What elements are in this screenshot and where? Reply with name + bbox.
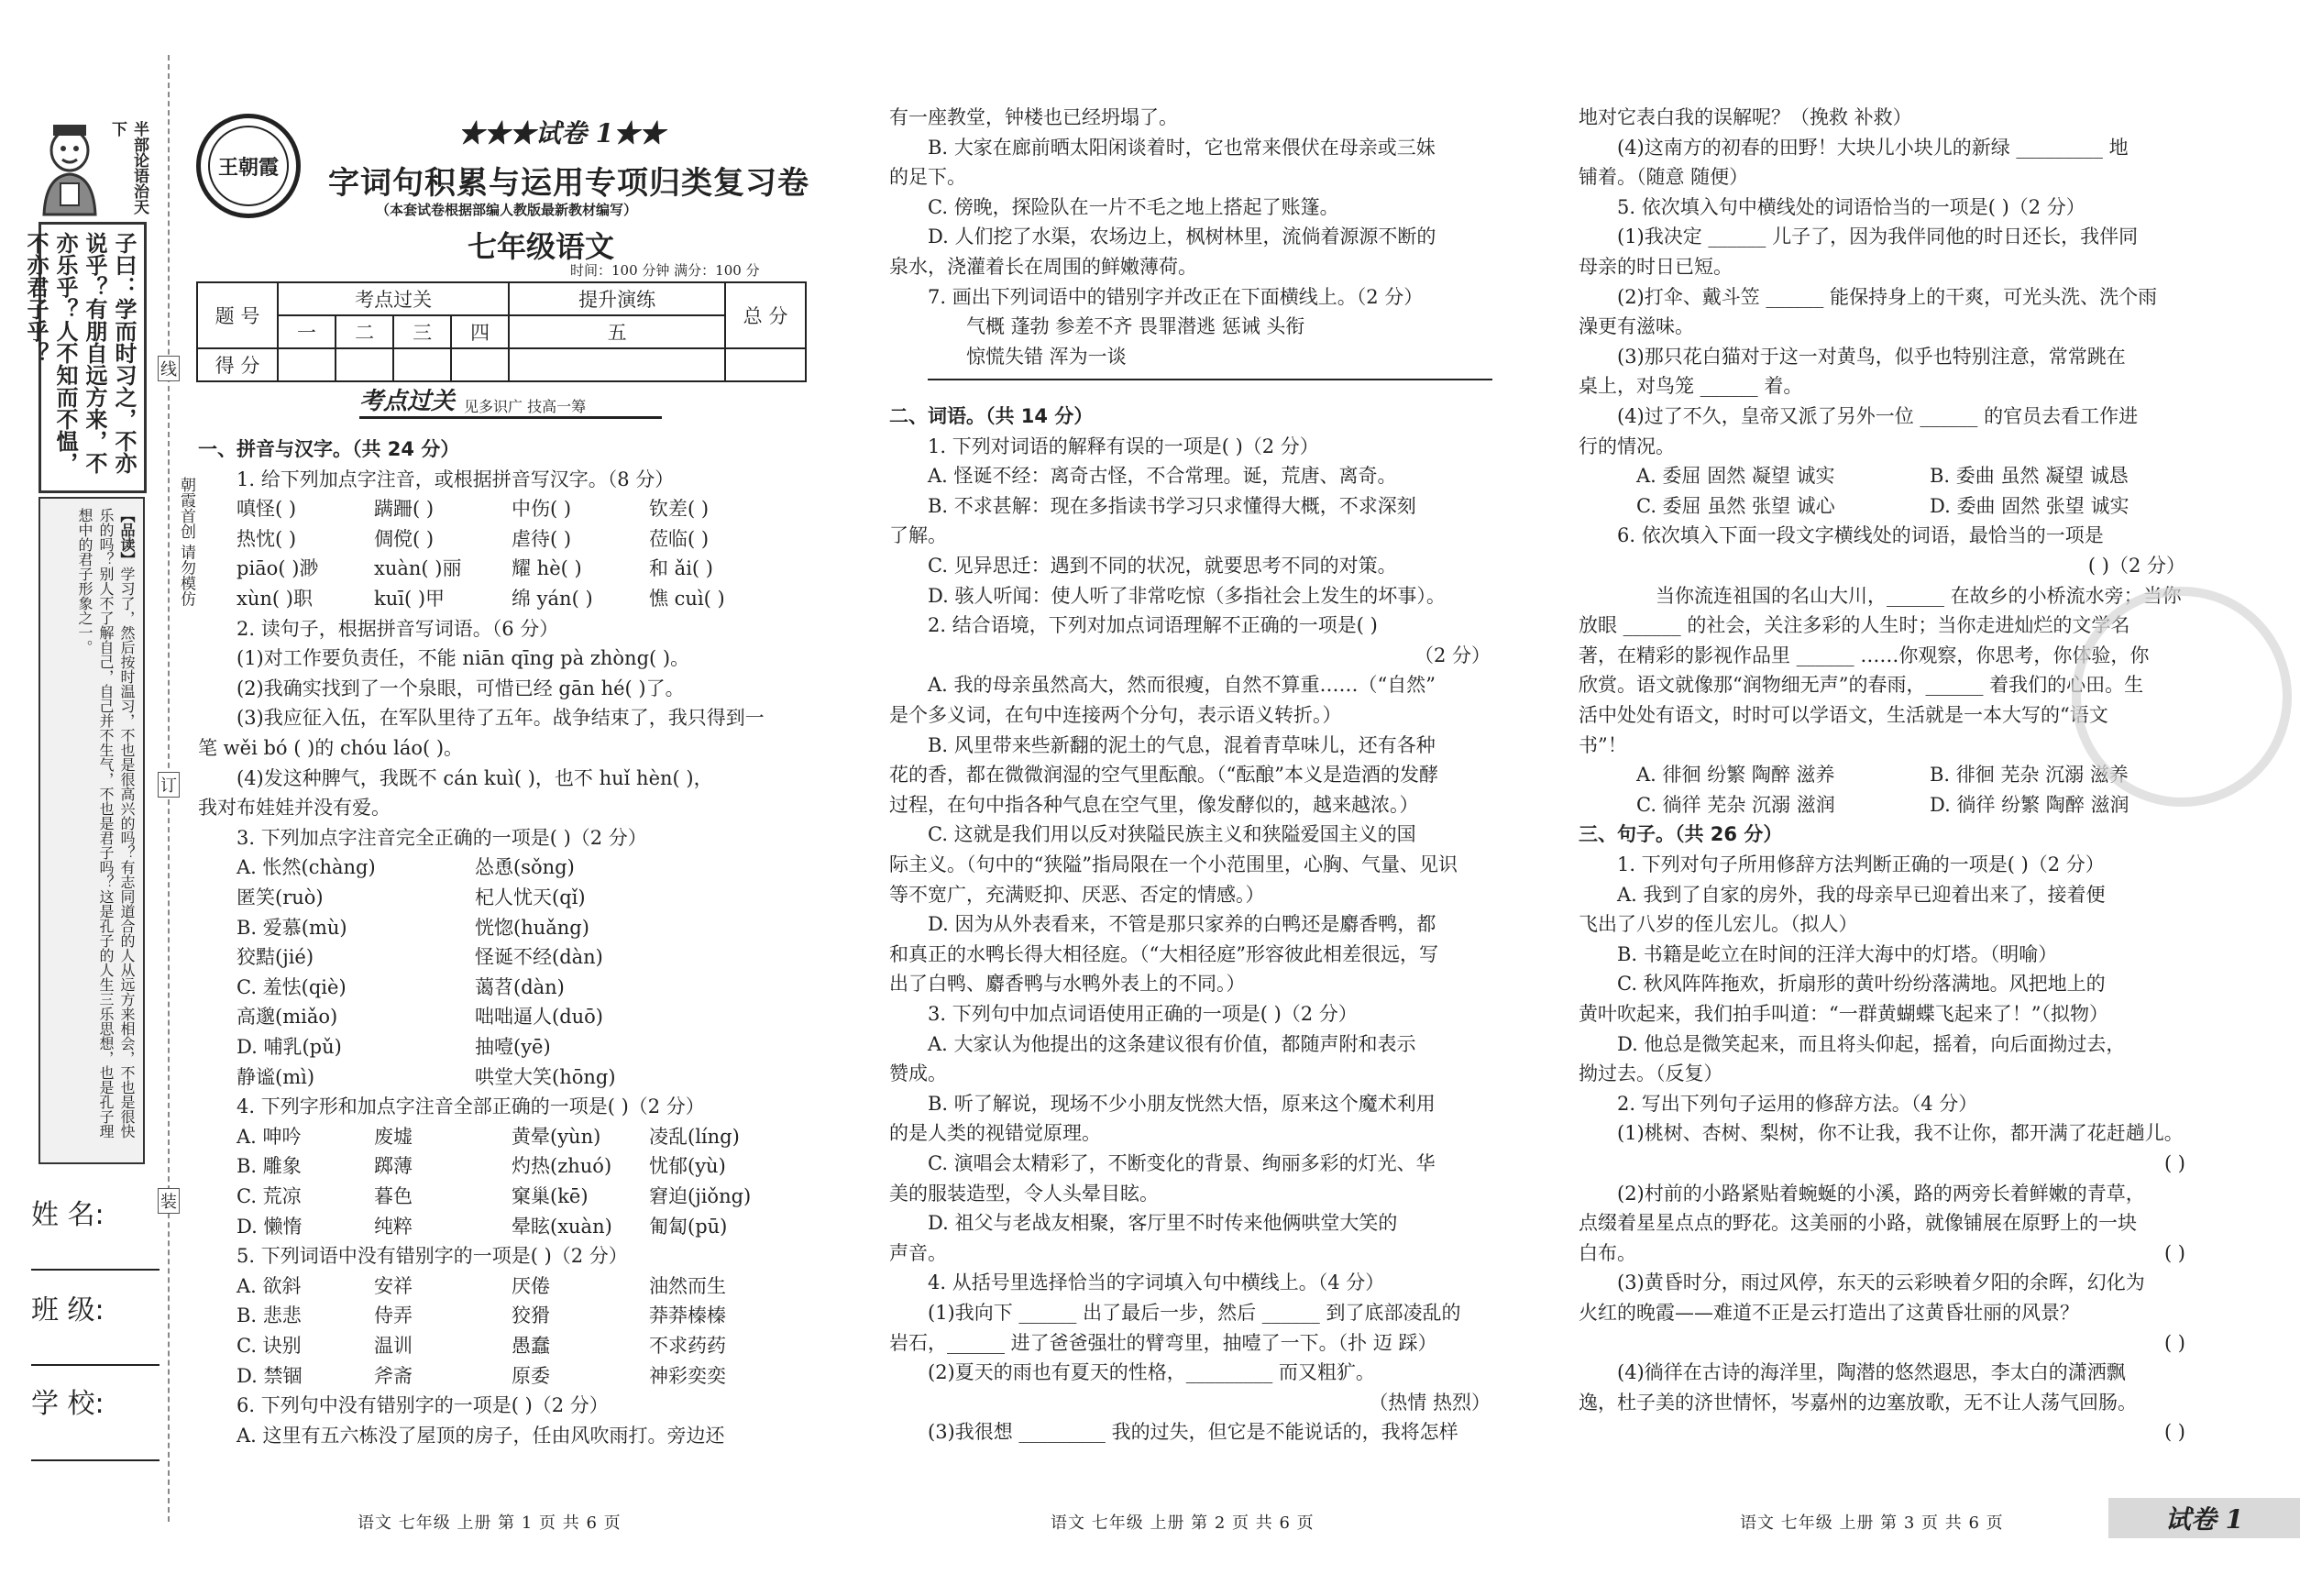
paper-number: ★★★试卷 1★★: [458, 118, 666, 149]
question-line: 出了白鸭、麝香鸭与水鸭外表上的不同。）: [889, 973, 1246, 996]
question-line: B. 风里带来些新翻的泥土的气息，混着青草味儿，还有各种: [928, 733, 1436, 756]
question-line: (1)桃树、杏树、梨树，你不让我，我不让你，都开满了花赶趟儿。: [1617, 1122, 2184, 1145]
section-banner: [359, 383, 662, 419]
score-cell[interactable]: [509, 348, 725, 381]
logo-text: 王朝霞: [217, 155, 279, 180]
page-3-column: [1579, 103, 2195, 1505]
question-line: 是个多义词，在句中连接两个分句，表示语义转折。）: [889, 704, 1342, 726]
score-cell[interactable]: [336, 348, 393, 381]
option-cell: piāo( )渺: [237, 557, 319, 580]
option-cell: 不求药药: [649, 1335, 726, 1357]
option-cell: 匿笑(ruò): [237, 886, 324, 908]
question-line: 母亲的时日已短。: [1579, 256, 1733, 278]
option-cell: 恍惚(huǎng): [475, 916, 589, 939]
option-cell: B. 悲悲: [237, 1304, 302, 1327]
question-line: 花的香，都在微微润湿的空气里酝酿。（“酝酿”本义是造酒的发酵: [889, 764, 1438, 787]
question-line: 放眼 ______ 的社会，关注多彩的人生时；当你走进灿烂的文学名: [1579, 614, 2130, 637]
option-cell: 哄堂大笑(hōng): [475, 1065, 616, 1088]
question-line: B. 书籍是屹立在时间的汪洋大海中的灯塔。（明喻）: [1617, 942, 2058, 965]
option-cell: xùn( )职: [237, 588, 313, 610]
question-line: 5. 依次填入句中横线处的词语恰当的一项是( )（2 分）: [1617, 195, 2085, 218]
option-cell: A. 委屈 固然 凝望 诚实: [1636, 465, 1835, 488]
question-line: B. 听了解说，现场不少小朋友恍然大悟，原来这个魔术利用: [928, 1092, 1436, 1115]
option-row: [1636, 760, 2129, 789]
th-number: 题 号: [197, 282, 278, 348]
question-line: 4. 下列字形和加点字注音全部正确的一项是( )（2 分）: [237, 1095, 705, 1118]
option-row: [237, 1331, 787, 1360]
footer-page-3: 语文 七年级 上册 第 3 页 共 6 页: [1740, 1513, 2004, 1533]
question-line: (2)我确实找到了一个泉眼，可惜已经 gān hé( )了。: [237, 677, 685, 699]
question-line: ( )（2 分）: [2087, 555, 2185, 577]
question-line: 过程，在句中指各种气息在空气里，像发酵似的，越来越浓。）: [889, 793, 1419, 816]
option-cell: 中伤( ): [512, 498, 572, 521]
bind-mark-1: 线: [158, 356, 180, 381]
question-line: (1)我决定 ______ 儿子了，因为我伴同他的时日还长，我伴同: [1617, 226, 2139, 248]
option-cell: A. 呻吟: [237, 1125, 302, 1148]
section-heading: 二、词语。（共 14 分）: [889, 405, 1094, 427]
question-line: D. 祖父与老战友相聚，客厅里不时传来他俩哄堂大笑的: [928, 1212, 1398, 1235]
option-row: [237, 883, 658, 912]
th-5: 五: [509, 315, 725, 348]
th-3: 三: [393, 315, 451, 348]
question-line: (4)过了不久，皇帝又派了另外一位 ______ 的官员去看工作进: [1617, 405, 2139, 427]
question-line: 澡更有滋味。: [1579, 315, 1694, 338]
left-strip: [23, 108, 149, 1161]
option-row: [237, 1151, 787, 1181]
question-line: 5. 下列词语中没有错别字的一项是( )（2 分）: [237, 1245, 628, 1268]
score-table: [196, 281, 807, 382]
question-line: (3)我应征入伍，在军队里待了五年。战争结束了，我只得到一: [237, 707, 765, 730]
option-cell: 暮色: [374, 1185, 413, 1207]
question-line: 美的服装造型，令人头晕目眩。: [889, 1182, 1159, 1205]
option-cell: C. 羞怯(qiè): [237, 975, 347, 998]
question-line: C. 见异思迁：遇到不同的状况，就要思考不同的对策。: [928, 555, 1397, 577]
option-cell: 怪诞不经(dàn): [475, 946, 603, 969]
footer-page-1: 语文 七年级 上册 第 1 页 共 6 页: [358, 1513, 622, 1533]
score-cell[interactable]: [278, 348, 336, 381]
question-line: 铺着。（随意 随便）: [1579, 166, 1749, 189]
option-cell: 厌倦: [512, 1274, 550, 1297]
option-row: [237, 1032, 658, 1062]
question-line: 2. 结合语境，下列对加点词语理解不正确的一项是( ): [928, 614, 1378, 637]
option-cell: 废墟: [374, 1125, 413, 1148]
question-line: A. 怪诞不经：离奇古怪，不合常理。诞，荒唐、离奇。: [928, 465, 1397, 488]
option-cell: 虐待( ): [512, 527, 572, 550]
question-line: 等不宽广，充满贬抑、厌恶、否定的情感。）: [889, 883, 1265, 906]
option-cell: 倜傥( ): [374, 527, 435, 550]
question-line: 4. 从括号里选择恰当的字词填入句中横线上。（4 分）: [928, 1271, 1385, 1294]
option-cell: 高邈(miǎo): [237, 1006, 338, 1029]
option-cell: 咄咄逼人(duō): [475, 1006, 603, 1029]
question-line: 1. 下列对词语的解释有误的一项是( )（2 分）: [928, 435, 1319, 457]
pindu-body: 学习了，然后按时温习，不也是很高兴的吗？有志同道合的人从远方来相会，不也是很快乐的吗？别人不了解自己，自己并不生气，不也是君子吗？这是孔子的人生三乐思想，也是孔子理想中的君子形象之一。: [76, 508, 136, 1139]
option-cell: A. 怅然(chàng): [237, 856, 376, 879]
question-line: B. 大家在廊前晒太阳闲谈着时，它也常来偎伏在母亲或三妹: [928, 136, 1436, 159]
option-cell: 黄晕(yùn): [512, 1125, 601, 1148]
option-cell: C. 荒凉: [237, 1185, 302, 1207]
question-line: (4)徜徉在古诗的海洋里，陶潜的悠然遐思，李太白的潇洒飘: [1617, 1361, 2126, 1384]
option-cell: D. 懒惰: [237, 1215, 303, 1238]
option-cell: D. 禁锢: [237, 1364, 303, 1387]
option-cell: C. 徜徉 芜杂 沉溺 滋润: [1636, 793, 1835, 816]
option-row: [237, 584, 787, 613]
option-row: [237, 913, 658, 942]
school-label: 学 校:: [31, 1388, 105, 1420]
question-line: (2)夏天的雨也有夏天的性格，_________ 而又粗犷。: [928, 1361, 1375, 1384]
question-line: 赞成。: [889, 1062, 947, 1085]
option-cell: B. 徘徊 芜杂 沉溺 滋养: [1930, 764, 2129, 787]
question-line: 1. 给下列加点字注音，或根据拼音写汉字。（8 分）: [237, 468, 675, 490]
option-cell: 神彩奕奕: [649, 1364, 726, 1387]
option-row: [237, 554, 787, 583]
question-line: (1)对工作要负责任，不能 niān qīng pà zhòng( )。: [237, 647, 690, 670]
bind-mark-3: 装: [158, 1188, 180, 1214]
answer-blank[interactable]: ( ): [2163, 1241, 2185, 1264]
option-cell: B. 雕象: [237, 1155, 302, 1178]
option-row: [1636, 491, 2129, 521]
question-line: （热情 热烈）: [1369, 1391, 1491, 1414]
question-line: 我对布娃娃并没有爱。: [198, 797, 391, 820]
option-cell: 晕眩(xuàn): [512, 1215, 612, 1238]
option-cell: 杞人忧天(qǐ): [475, 886, 586, 908]
question-line: ( ): [2163, 1331, 2185, 1354]
class-label: 班 级:: [31, 1294, 105, 1326]
option-cell: kuī( )甲: [374, 588, 446, 610]
question-line: (3)我很想 _________ 我的过失，但它是不能说话的，我将怎样: [928, 1421, 1458, 1444]
question-line: 3. 下列加点字注音完全正确的一项是( )（2 分）: [237, 826, 647, 849]
option-cell: 安祥: [374, 1274, 413, 1297]
option-row: [237, 973, 658, 1002]
question-line: 了解。: [889, 524, 947, 547]
school-field[interactable]: [31, 1459, 160, 1461]
question-line: 飞出了八岁的侄儿宏儿。（拟人）: [1579, 913, 1858, 936]
option-cell: D. 徜徉 纷繁 陶醉 滋润: [1930, 793, 2129, 816]
option-row: [1636, 790, 2129, 820]
strip-header: 半部论语治天下: [108, 121, 149, 215]
th-tisheng: 提升演练: [509, 282, 725, 315]
question-line: 6. 下列句中没有错别字的一项是( )（2 分）: [237, 1394, 609, 1417]
question-line: (1)我向下 ______ 出了最后一步，然后 ______ 到了底部凌乱的: [928, 1302, 1461, 1324]
th-4: 四: [451, 315, 509, 348]
bind-mark-2: 订: [158, 772, 180, 798]
question-line: 有一座教堂，钟楼也已经坍塌了。: [889, 106, 1178, 128]
th-2: 二: [336, 315, 393, 348]
option-cell: 耀 hè( ): [512, 557, 582, 580]
option-cell: 温训: [374, 1335, 413, 1357]
score-cell[interactable]: [451, 348, 509, 381]
option-row: [1636, 461, 2129, 490]
name-field[interactable]: [31, 1269, 160, 1271]
option-row: [237, 1182, 787, 1211]
option-cell: D. 委曲 固然 张望 诚实: [1930, 494, 2129, 517]
question-line: (2)打伞、戴斗笠 ______ 能保持身上的干爽，可光头洗、洗个雨: [1617, 285, 2158, 308]
question-line: 泉水，浇灌着长在周围的鲜嫩薄荷。: [889, 256, 1197, 278]
option-cell: 绵 yán( ): [512, 588, 593, 610]
option-cell: 憔 cuì( ): [649, 588, 725, 610]
question-line: 地对它表白我的误解呢？（挽救 补救）: [1579, 106, 1912, 128]
question-line: 际主义。（句中的“狭隘”指局限在一个小范围里，心胸、气量、见识: [889, 853, 1458, 875]
option-cell: 窘迫(jiǒng): [649, 1185, 752, 1207]
question-line: 气概 蓬勃 参差不齐 畏罪潜逃 惩诫 头衔: [966, 315, 1305, 338]
th-kaodian: 考点过关: [278, 282, 509, 315]
option-cell: 凌乱(líng): [649, 1125, 740, 1148]
pindu-box: [39, 497, 145, 1164]
paper-note: （本套试卷根据部编人教版最新教材编写）: [376, 202, 638, 218]
option-cell: 钦差( ): [649, 498, 710, 521]
answer-line[interactable]: [928, 379, 1492, 380]
question-line: 7. 画出下列词语中的错别字并改正在下面横线上。（2 分）: [928, 285, 1424, 308]
question-line: ( ): [2163, 1152, 2185, 1174]
option-cell: 忧郁(yù): [649, 1155, 726, 1178]
option-cell: A. 徘徊 纷繁 陶醉 滋养: [1636, 764, 1835, 787]
option-cell: 窠巢(kē): [512, 1185, 589, 1207]
question-line: 笔 wěi bó ( )的 chóu láo( )。: [198, 737, 464, 759]
section-heading: 三、句子。（共 26 分）: [1579, 823, 1783, 846]
option-cell: 踯薄: [374, 1155, 413, 1178]
pindu-title: 【品读】: [118, 508, 136, 567]
option-cell: 莅临( ): [649, 527, 710, 550]
section-heading: 一、拼音与汉字。（共 24 分）: [198, 438, 460, 460]
question-line: 的是人类的视错觉原理。: [889, 1122, 1101, 1145]
quote-box: [23, 222, 147, 493]
question-line: 6. 依次填入下面一段文字横线处的词语，最恰当的一项是: [1617, 524, 2104, 547]
question-line: 当你流连祖国的名山大川，______ 在故乡的小桥流水旁；当你: [1656, 584, 2182, 607]
option-cell: C. 委屈 虽然 张望 诚心: [1636, 494, 1835, 517]
question-line: 的足下。: [889, 166, 966, 189]
corner-tag: [2108, 1498, 2300, 1538]
option-cell: 匍匐(pū): [649, 1215, 728, 1238]
question-line: 拗过去。（反复）: [1579, 1062, 1723, 1085]
question-line: ( ): [2163, 1421, 2185, 1444]
question-line: 逸，杜子美的济世情怀，岑嘉州的边塞放歌，无不让人荡气回肠。: [1579, 1391, 2137, 1414]
question-line: 活中处处有语文，时时可以学语文，生活就是一本大写的“语文: [1579, 704, 2108, 726]
question-line: C. 傍晚，探险队在一片不毛之地上搭起了账篷。: [928, 195, 1339, 218]
page-1-column: [198, 435, 812, 1498]
question-line: 和真正的水鸭长得大相径庭。（“大相径庭”形容彼此相差很远，写: [889, 942, 1438, 965]
question-line: （2 分）: [1414, 644, 1491, 666]
score-label: 得 分: [197, 348, 278, 381]
option-cell: 灼热(zhuó): [512, 1155, 612, 1178]
option-row: [237, 853, 658, 882]
question-line: B. 不求甚解：现在多指读书学习只求懂得大概，不求深刻: [928, 494, 1416, 517]
option-cell: 怂恿(sǒng): [475, 856, 575, 879]
question-line: (2)村前的小路紧贴着蜿蜒的小溪，路的两旁长着鲜嫩的青草，: [1617, 1182, 2145, 1205]
question-line: D. 因为从外表看来，不管是那只家养的白鸭还是麝香鸭，都: [928, 913, 1436, 936]
question-line: 火红的晚霞——难道不正是云打造出了这黄昏壮丽的风景？: [1579, 1302, 2079, 1324]
th-total: 总 分: [725, 282, 806, 348]
option-cell: B. 委曲 虽然 凝望 诚恳: [1930, 465, 2129, 488]
question-line: 著，在精彩的影视作品里 ______ ……你观察，你思考，你体验，你: [1579, 644, 2150, 666]
option-row: [237, 1122, 787, 1151]
option-cell: A. 欲斜: [237, 1274, 302, 1297]
option-cell: C. 诀别: [237, 1335, 302, 1357]
logo-seal-icon: [196, 114, 301, 218]
option-row: [237, 1301, 787, 1330]
option-cell: 热忱( ): [237, 527, 297, 550]
question-line: (4)这南方的初春的田野！大块儿小块儿的新绿 _________ 地: [1617, 136, 2129, 159]
th-1: 一: [278, 315, 336, 348]
question-line: (3)黄昏时分，雨过风停，东天的云彩映着夕阳的余晖，幻化为: [1617, 1271, 2145, 1294]
motto-text: 朝霞首创 请勿模仿: [177, 477, 195, 607]
option-cell: 油然而生: [649, 1274, 726, 1297]
option-row: [237, 1062, 658, 1092]
option-cell: 愚蠢: [512, 1335, 550, 1357]
corner-tag-text: 试卷 1: [2164, 1504, 2244, 1535]
question-line: C. 演唱会太精彩了，不断变化的背景、绚丽多彩的灯光、华: [928, 1152, 1436, 1174]
option-cell: 纯粹: [374, 1215, 413, 1238]
option-cell: 侍弄: [374, 1304, 413, 1327]
option-cell: 抽噎(yē): [475, 1036, 551, 1058]
question-line: A. 大家认为他提出的这条建议很有价值，都随声附和表示: [928, 1032, 1416, 1055]
option-cell: 静谧(mì): [237, 1065, 315, 1088]
pindu-text: [74, 508, 138, 1150]
option-row: [237, 1002, 658, 1031]
question-line: 2. 读句子，根据拼音写词语。（6 分）: [237, 617, 559, 640]
question-line: D. 他总是微笑起来，而且将头仰起，摇着，向后面拗过去，: [1617, 1032, 2126, 1055]
subject-title: 七年级语文: [468, 229, 615, 264]
question-line: (4)发这种脾气，我既不 cán kuì( )，也不 huǐ hèn( )，: [237, 766, 713, 789]
question-line: 桌上，对鸟笼 ______ 着。: [1579, 375, 1803, 398]
footer-page-2: 语文 七年级 上册 第 2 页 共 6 页: [1051, 1513, 1315, 1533]
question-line: C. 秋风阵阵拖欢，折扇形的黄叶纷纷落满地。风把地上的: [1617, 973, 2106, 996]
option-row: [237, 1271, 787, 1301]
question-line: 黄叶吹起来，我们拍手叫道：“一群黄蝴蝶飞起来了！”（拟物）: [1579, 1003, 2108, 1025]
option-cell: 原委: [512, 1364, 550, 1387]
option-cell: 莽莽榛榛: [649, 1304, 726, 1327]
option-cell: 嗔怪( ): [237, 498, 297, 521]
option-cell: 蹒跚( ): [374, 498, 435, 521]
option-row: [237, 1361, 787, 1391]
question-line: 点缀着星星点点的野花。这美丽的小路，就像铺展在原野上的一块: [1579, 1212, 2137, 1235]
question-line: 行的情况。: [1579, 435, 1675, 457]
option-cell: 和 ǎi( ): [649, 557, 713, 580]
score-cell[interactable]: [393, 348, 451, 381]
question-line: 2. 写出下列句子运用的修辞方法。（4 分）: [1617, 1092, 1978, 1115]
question-line: A. 这里有五六栋没了屋顶的房子，任由风吹雨打。旁边还: [237, 1424, 725, 1447]
option-row: [237, 942, 658, 972]
question-line: 岩石，______ 进了爸爸强壮的臂弯里，抽噎了一下。（扑 迈 踩）: [889, 1331, 1437, 1354]
option-cell: 蔼苕(dàn): [475, 975, 565, 998]
name-label: 姓 名:: [31, 1199, 105, 1231]
question-line: 书”！: [1579, 733, 1627, 756]
question-line: D. 骇人听闻：使人听了非常吃惊（多指社会上发生的坏事）。: [928, 584, 1446, 607]
exam-time: 时间：100 分钟 满分：100 分: [570, 262, 760, 279]
banner-title: 考点过关: [359, 388, 456, 415]
option-row: [237, 494, 787, 523]
option-cell: xuàn( )丽: [374, 557, 462, 580]
question-line: 惊慌失错 浑为一谈: [966, 345, 1127, 368]
question-line: 白布。: [1579, 1241, 1636, 1264]
confucius-cartoon-icon: [33, 119, 106, 218]
score-cell[interactable]: [725, 348, 806, 381]
question-line: 声音。: [889, 1241, 947, 1264]
option-cell: 狡黠(jié): [237, 946, 314, 969]
class-field[interactable]: [31, 1364, 160, 1366]
option-cell: 狡猾: [512, 1304, 550, 1327]
option-row: [237, 524, 787, 554]
quote-text: 子曰：学而时习之，不亦说乎？有朋自远方来，不亦乐乎？人不知而不愠，不亦君子乎？: [23, 232, 138, 474]
option-cell: D. 哺乳(pǔ): [237, 1036, 342, 1058]
question-line: A. 我到了自家的房外，我的母亲早已迎着出来了，接着便: [1617, 883, 2106, 906]
question-line: 3. 下列句中加点词语使用正确的一项是( )（2 分）: [928, 1003, 1358, 1025]
watermark-seal-icon: [2072, 587, 2292, 807]
option-row: [237, 1212, 787, 1241]
question-line: 1. 下列对句子所用修辞方法判断正确的一项是( )（2 分）: [1617, 853, 2105, 875]
page-2-column: [889, 103, 1500, 1505]
question-line: 欣赏。语文就像那“润物细无声”的春雨，______ 着我们的心田。生: [1579, 674, 2144, 697]
option-cell: B. 爱慕(mù): [237, 916, 347, 939]
question-line: A. 我的母亲虽然高大，然而很瘦，自然不算重……（“自然”: [928, 674, 1436, 697]
banner-sub: 见多识广 技高一筹: [464, 398, 587, 415]
question-line: (3)那只花白猫对于这一对黄鸟，似乎也特别注意，常常跳在: [1617, 345, 2126, 368]
option-cell: 斧斋: [374, 1364, 413, 1387]
question-line: C. 这就是我们用以反对狭隘民族主义和狭隘爱国主义的国: [928, 823, 1416, 846]
question-line: D. 人们挖了水渠，农场边上，枫树林里，流倘着源源不断的: [928, 226, 1436, 248]
paper-title: 字词句积累与运用专项归类复习卷: [328, 165, 809, 202]
